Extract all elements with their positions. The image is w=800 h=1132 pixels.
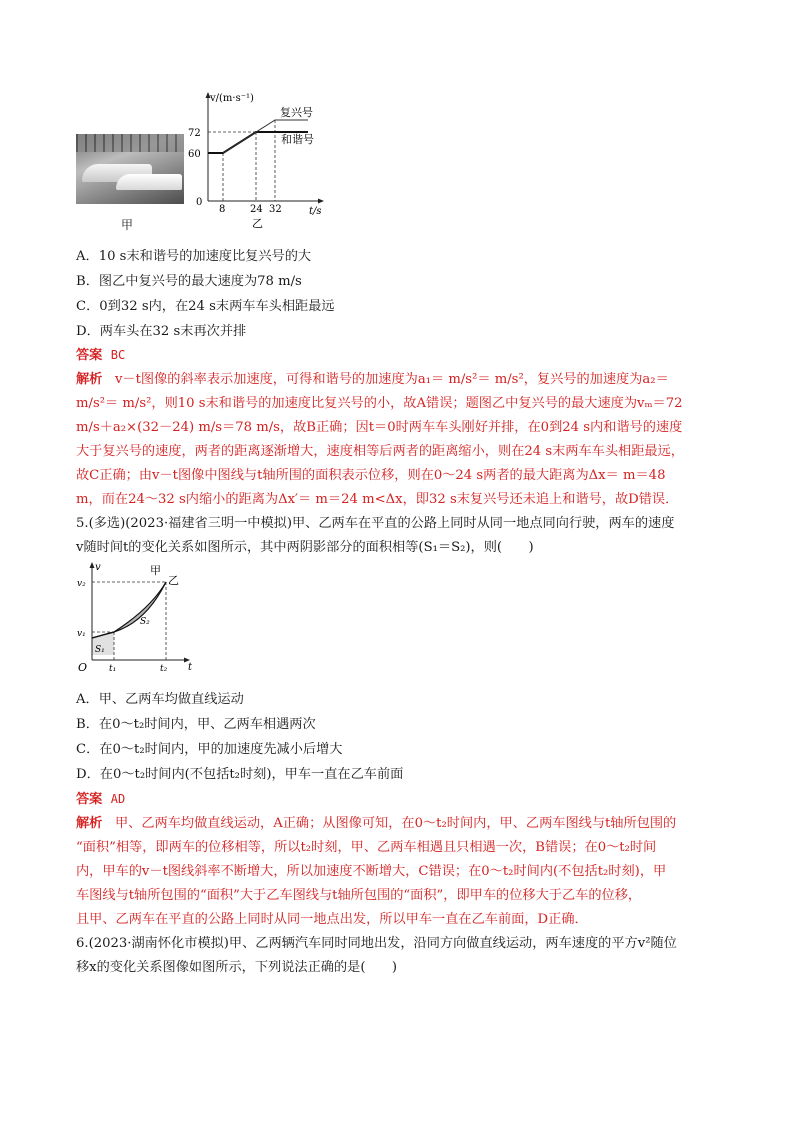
- q4-analysis-line-1: [76, 368, 669, 387]
- q4-analysis-label: 解析: [76, 372, 103, 387]
- y-axis-label: v/(m·s⁻¹): [210, 93, 254, 104]
- label-fuxing: 复兴号: [280, 106, 313, 119]
- x-tick-24: 24: [250, 204, 263, 215]
- q4-option-b: B．图乙中复兴号的最大速度为78 m/s: [76, 274, 302, 289]
- train-photo: [76, 134, 184, 204]
- q5-analysis-line-5: 且甲、乙两车在平直的公路上同时从同一地点出发，所以甲车一直在乙车前面，D正确．: [76, 912, 588, 927]
- q4-answer-value: BC: [110, 348, 126, 362]
- q4-analysis-text-1: v－t图像的斜率表示加速度，可得和谐号的加速度为a₁＝ m/s²＝ m/s²，复兴号的加速度为a₂＝: [114, 372, 669, 387]
- station-roof: [76, 134, 184, 152]
- q4-analysis-line-4: 大于复兴号的速度，两者的距离逐渐增大，速度相等后两者的距离缩小，则在24 s末两车车头相距最远，: [76, 444, 684, 459]
- label-hexie: 和谐号: [281, 133, 314, 146]
- q4-analysis-line-6: m，而在24～32 s内缩小的距离为Δx′＝ m＝24 m<Δx，即32 s末复兴号还未追上和谐号，故D错误．: [76, 492, 679, 507]
- label-v1: v₁: [77, 629, 86, 639]
- q4-analysis-line-3: m/s＋a₂×(32－24) m/s＝78 m/s，故B正确；因t＝0时两车车头刚好并排，在0到24 s内和谐号的速度: [76, 420, 683, 435]
- label-v: v: [95, 562, 101, 573]
- vt-graph-1: [184, 88, 346, 228]
- q5-answer-label: 答案: [76, 792, 103, 807]
- q6-stem-line-1: 6.(2023·湖南怀化市模拟)甲、乙两辆汽车同时同地出发，沿同方向做直线运动，两车速度的平方v²随位: [76, 936, 677, 951]
- label-t2: t₂: [160, 664, 168, 674]
- curve-jia: [92, 582, 166, 638]
- q5-analysis-line-3: 内，甲车的v－t图线斜率不断增大，所以加速度不断增大，C错误；在0～t₂时间内(不包括t₂时刻)，甲: [76, 864, 667, 879]
- label-s2: S₂: [140, 617, 150, 627]
- q5-stem-line-1: 5.(多选)(2023·福建省三明一中模拟)甲、乙两车在平直的公路上同时从同一地点同向行驶，两车的速度: [76, 516, 675, 531]
- x-tick-8: 8: [219, 204, 226, 215]
- caption-photo: 甲: [121, 218, 134, 232]
- label-jia: 甲: [150, 564, 161, 577]
- y-tick-60: 60: [188, 149, 201, 160]
- q5-option-c: C．在0～t₂时间内，甲的加速度先减小后增大: [76, 742, 343, 757]
- y-tick-72: 72: [188, 128, 201, 139]
- x-tick-32: 32: [269, 204, 282, 215]
- q4-analysis-line-5: 故C正确；由v－t图像中图线与t轴所围的面积表示位移，则在0～24 s两者的最大距离为Δx＝ m＝48: [76, 468, 666, 483]
- y-axis-arrow: [90, 562, 95, 568]
- train-2: [116, 174, 182, 190]
- label-s1: S₁: [95, 645, 105, 655]
- y-tick-0: 0: [196, 197, 203, 208]
- q5-analysis-label: 解析: [76, 816, 103, 831]
- q5-analysis-line-1: [76, 812, 676, 831]
- q5-answer-value: AD: [110, 792, 126, 806]
- label-yi: 乙: [168, 574, 179, 587]
- caption-graph: 乙: [252, 217, 263, 228]
- label-v2: v₂: [77, 579, 86, 589]
- figure-2: [76, 560, 196, 675]
- q5-analysis-line-2: “面积”相等，即两车的位移相等，所以t₂时刻，甲、乙两车相遇且只相遇一次，B错误；在0～t₂时间: [76, 840, 657, 855]
- label-origin: O: [78, 661, 88, 674]
- label-t1: t₁: [109, 664, 117, 674]
- q5-option-b: B．在0～t₂时间内，甲、乙两车相遇两次: [76, 717, 316, 732]
- q4-option-d: D．两车头在32 s末再次并排: [76, 324, 247, 339]
- q5-stem-line-2: v随时间t的变化关系如图所示，其中两阴影部分的面积相等(S₁＝S₂)，则( ): [76, 540, 534, 555]
- q4-option-a: A．10 s末和谐号的加速度比复兴号的大: [76, 249, 312, 264]
- q5-option-a: A．甲、乙两车均做直线运动: [76, 692, 244, 707]
- q5-analysis-line-4: 车图线与t轴所包围的“面积”大于乙车图线与t轴所包围的“面积”，即甲车的位移大于乙车的位移，: [76, 888, 642, 903]
- q4-option-c: C．0到32 s内，在24 s末两车车头相距最远: [76, 299, 335, 314]
- q6-stem-line-2: 移x的变化关系图像如图所示，下列说法正确的是( ): [76, 960, 398, 975]
- q4-answer-label: 答案: [76, 348, 103, 363]
- figure-1: [76, 88, 346, 238]
- q5-analysis-text-1: 甲、乙两车均做直线运动，A正确；从图像可知，在0～t₂时间内，甲、乙两车图线与t轴所包围的: [114, 816, 677, 831]
- q5-option-d: D．在0～t₂时间内(不包括t₂时刻)，甲车一直在乙车前面: [76, 767, 404, 782]
- x-axis-label: t/s: [309, 206, 322, 217]
- curve-yi: [92, 582, 166, 638]
- q5-answer: [76, 788, 125, 807]
- label-t: t: [188, 662, 193, 673]
- q4-answer: [76, 344, 125, 363]
- x-axis-arrow: [318, 199, 324, 204]
- q4-analysis-line-2: m/s²＝ m/s²，则10 s末和谐号的加速度比复兴号的小，故A错误；题图乙中复兴号的最大速度为vₘ＝72: [76, 396, 683, 411]
- vt-graph-2: [76, 560, 196, 675]
